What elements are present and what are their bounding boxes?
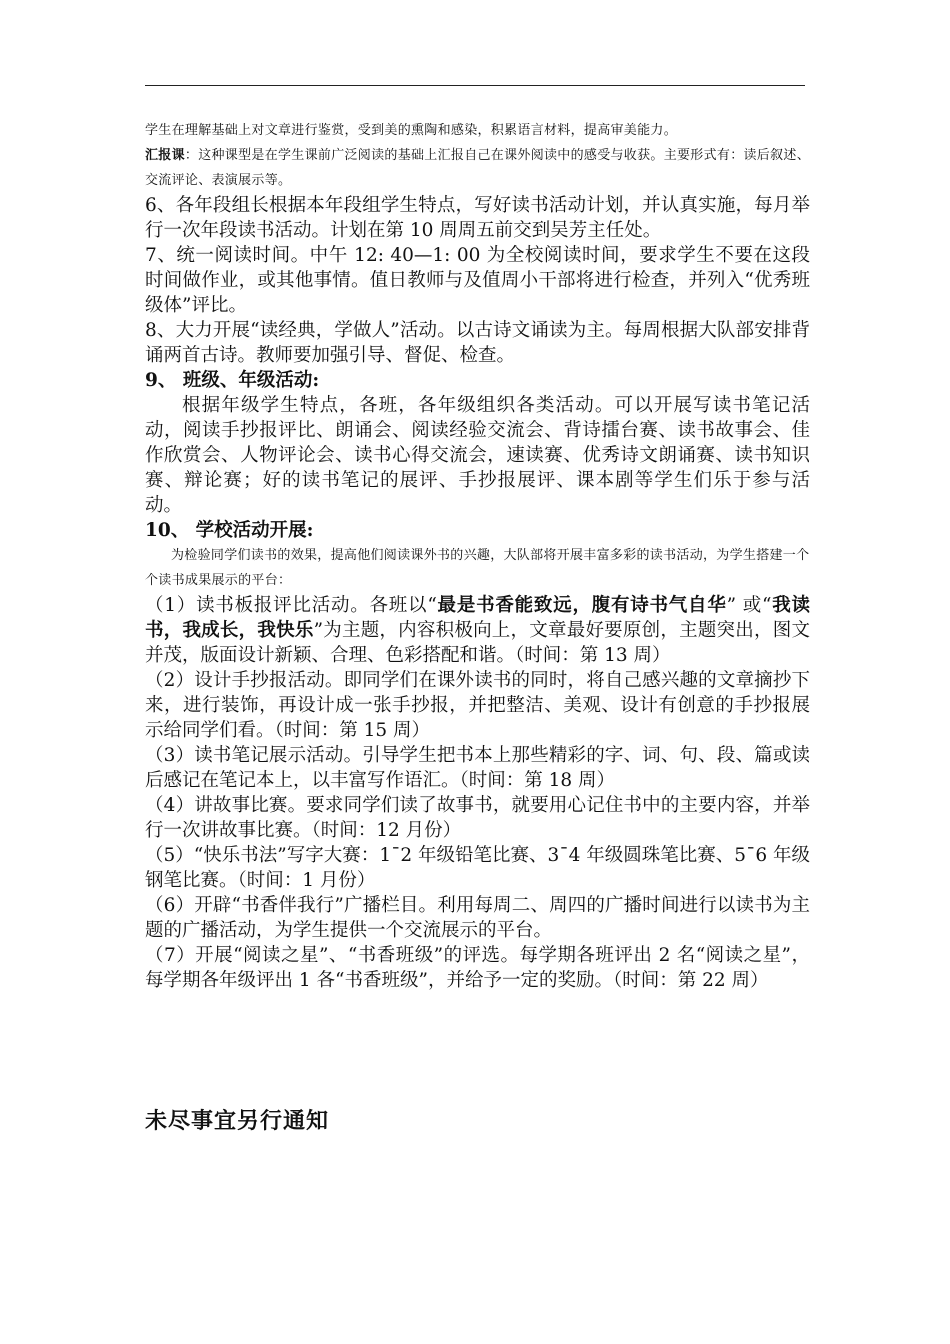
activity-7: （7）开展“阅读之星”、“书香班级”的评选。每学期各班评出 2 名“阅读之星”，每学期各年级评出 1 各“书香班级”，并给予一定的奖励。（时间：第 22 周） [145, 945, 810, 991]
activity-5: （5）“快乐书法”写字大赛：1ˉ2 年级铅笔比赛、3ˉ4 年级圆珠笔比赛、5ˉ6 年级钢笔比赛。（时间：1 月份） [145, 845, 810, 891]
report-label: 汇报课 [145, 148, 185, 163]
document-body [145, 118, 810, 993]
activity-4: （4）讲故事比赛。要求同学们读了故事书，就要用心记住书中的主要内容，并举行一次讲故事比赛。（时间：12 月份） [145, 795, 810, 841]
closing-note: 未尽事宜另行通知 [145, 1108, 330, 1134]
header-rule [145, 85, 805, 86]
activity-1-suffix: ”为主题，内容积极向上，文章最好要原创，主题突出，图文并茂，版面设计新颖、合理、色彩搭配和谐。（时间：第 13 周） [145, 620, 810, 666]
item-10-heading: 10、 学校活动开展: [145, 520, 314, 541]
item-9-heading: 9、 班级、年级活动: [145, 370, 320, 391]
report-text: ：这种课型是在学生课前广泛阅读的基础上汇报自己在课外阅读中的感受与收获。主要形式有：读后叙述、交流评论、表演展示等。 [145, 148, 811, 188]
activity-2: （2）设计手抄报活动。即同学们在课外读书的同时，将自己感兴趣的文章摘抄下来，进行装饰，再设计成一张手抄报，并把整洁、美观、设计有创意的手抄报展示给同学们看。（时间：第 15 周） [145, 670, 810, 741]
activity-1-prefix: （1）读书板报评比活动。各班以“ [145, 595, 437, 616]
activity-6: （6）开辟“书香伴我行”广播栏目。利用每周二、周四的广播时间进行以读书为主题的广播活动，为学生提供一个交流展示的平台。 [145, 895, 810, 941]
activity-1-theme-2: 我读书，我成长，我快乐 [145, 595, 810, 641]
item-7: 7、统一阅读时间。中午 12: 40—1: 00 为全校阅读时间，要求学生不要在这段时间做作业，或其他事情。值日教师与及值周小干部将进行检查，并列入“优秀班级体”评比。 [145, 245, 810, 316]
item-8: 8、大力开展“读经典，学做人”活动。以古诗文诵读为主。每周根据大队部安排背诵两首古诗。教师要加强引导、督促、检查。 [145, 320, 810, 366]
activity-1 [145, 593, 810, 668]
item-10-intro: 为检验同学们读书的效果，提高他们阅读课外书的兴趣，大队部将开展丰富多彩的读书活动，为学生搭建一个个读书成果展示的平台： [145, 548, 810, 588]
activity-1-mid: ” 或“ [726, 595, 772, 616]
intro-paragraph [145, 118, 810, 193]
activity-1-theme-1: 最是书香能致远，腹有诗书气自华 [436, 595, 727, 616]
item-6: 6、各年段组长根据本年段组学生特点，写好读书活动计划，并认真实施，每月举行一次年段读书活动。计划在第 10 周周五前交到吴芳主任处。 [145, 195, 810, 241]
item-9-body: 根据年级学生特点，各班，各年级组织各类活动。可以开展写读书笔记活动，阅读手抄报评比、朗诵会、阅读经验交流会、背诗擂台赛、读书故事会、佳作欣赏会、人物评论会、读书心得交流会，速读赛、优秀诗文朗诵赛、读书知识赛、辩论赛；好的读书笔记的展评、手抄报展评、课本剧等学生们乐于参与活动。 [145, 395, 810, 516]
activity-3: （3）读书笔记展示活动。引导学生把书本上那些精彩的字、词、句、段、篇或读后感记在笔记本上，以丰富写作语汇。（时间：第 18 周） [145, 745, 810, 791]
intro-line: 学生在理解基础上对文章进行鉴赏，受到美的熏陶和感染，积累语言材料，提高审美能力。 [145, 123, 678, 138]
